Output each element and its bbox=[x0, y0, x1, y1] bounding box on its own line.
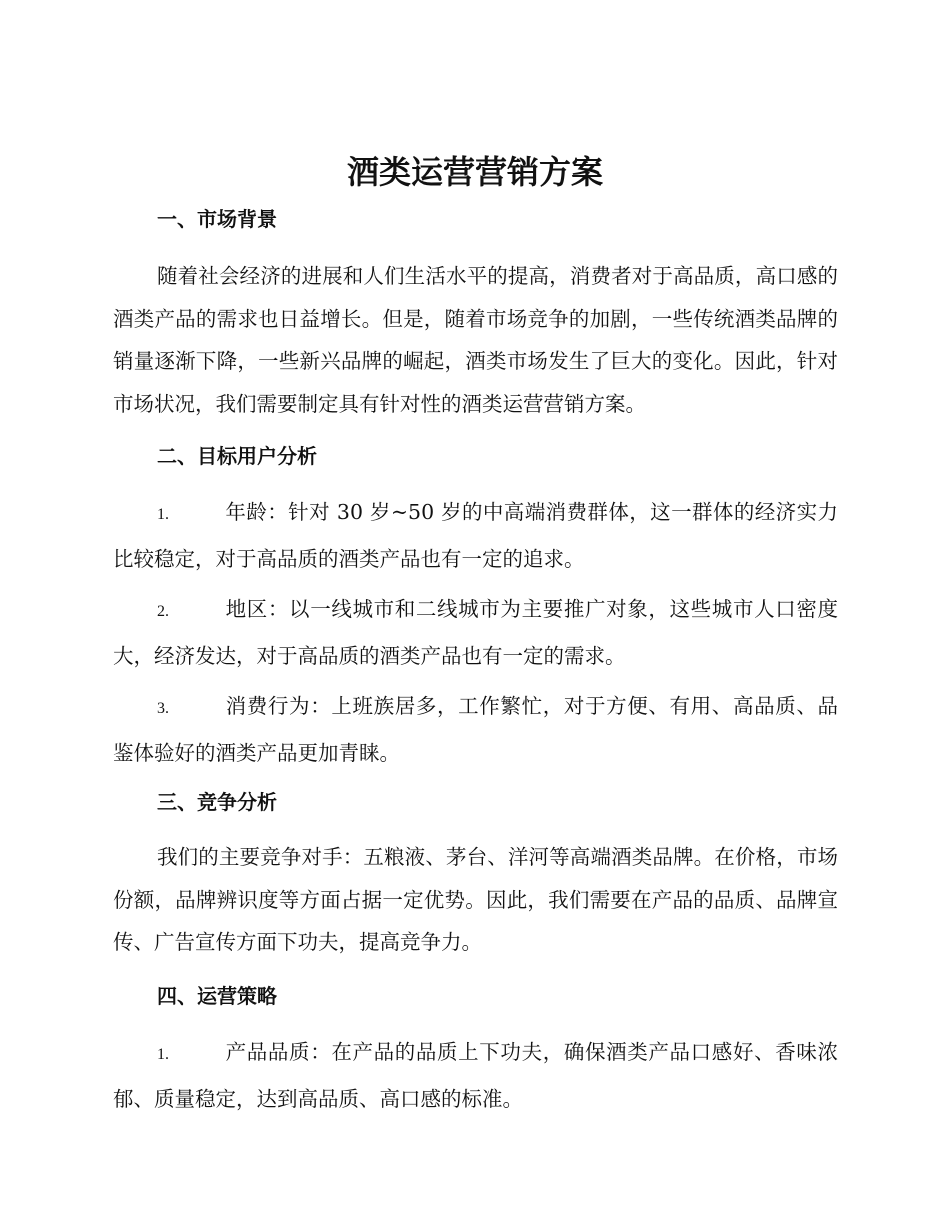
section-heading-target-users: 二、目标用户分析 bbox=[157, 444, 317, 468]
list-item bbox=[113, 587, 838, 679]
list-item bbox=[113, 490, 838, 582]
list-item-number: 1. bbox=[157, 1046, 169, 1063]
list-item-text: 地区：以一线城市和二线城市为主要推广对象，这些城市人口密度大，经济发达，对于高品质的酒类产品也有一定的需求。 bbox=[113, 597, 838, 668]
section-heading-competition: 三、竞争分析 bbox=[157, 790, 277, 814]
list-item bbox=[113, 1030, 838, 1122]
list-item-text: 年龄：针对 30 岁~50 岁的中高端消费群体，这一群体的经济实力比较稳定，对于高品质的酒类产品也有一定的追求。 bbox=[113, 500, 838, 571]
list-item-number: 1. bbox=[157, 506, 169, 523]
list-item-number: 3. bbox=[157, 700, 169, 717]
list-item-text: 消费行为：上班族居多，工作繁忙，对于方便、有用、高品质、品鉴体验好的酒类产品更加青睐。 bbox=[113, 694, 838, 765]
section-heading-market-background: 一、市场背景 bbox=[157, 207, 277, 231]
section-heading-operation-strategy: 四、运营策略 bbox=[157, 984, 277, 1008]
list-item-text: 产品品质：在产品的品质上下功夫，确保酒类产品口感好、香味浓郁、质量稳定，达到高品质、高口感的标准。 bbox=[113, 1040, 838, 1111]
list-item-number: 2. bbox=[157, 603, 169, 620]
list-item bbox=[113, 684, 838, 776]
document-title: 酒类运营营销方案 bbox=[346, 153, 603, 191]
section-paragraph-market-background: 随着社会经济的进展和人们生活水平的提高，消费者对于高品质，高口感的酒类产品的需求也日益增长。但是，随着市场竞争的加剧，一些传统酒类品牌的销量逐渐下降，一些新兴品牌的崛起，酒类市场发生了巨大的变化。因此，针对市场状况，我们需要制定具有针对性的酒类运营营销方案。 bbox=[113, 264, 838, 416]
section-paragraph-competition: 我们的主要竞争对手：五粮液、茅台、洋河等高端酒类品牌。在价格，市场份额，品牌辨识度等方面占据一定优势。因此，我们需要在产品的品质、品牌宣传、广告宣传方面下功夫，提高竞争力。 bbox=[113, 845, 838, 954]
